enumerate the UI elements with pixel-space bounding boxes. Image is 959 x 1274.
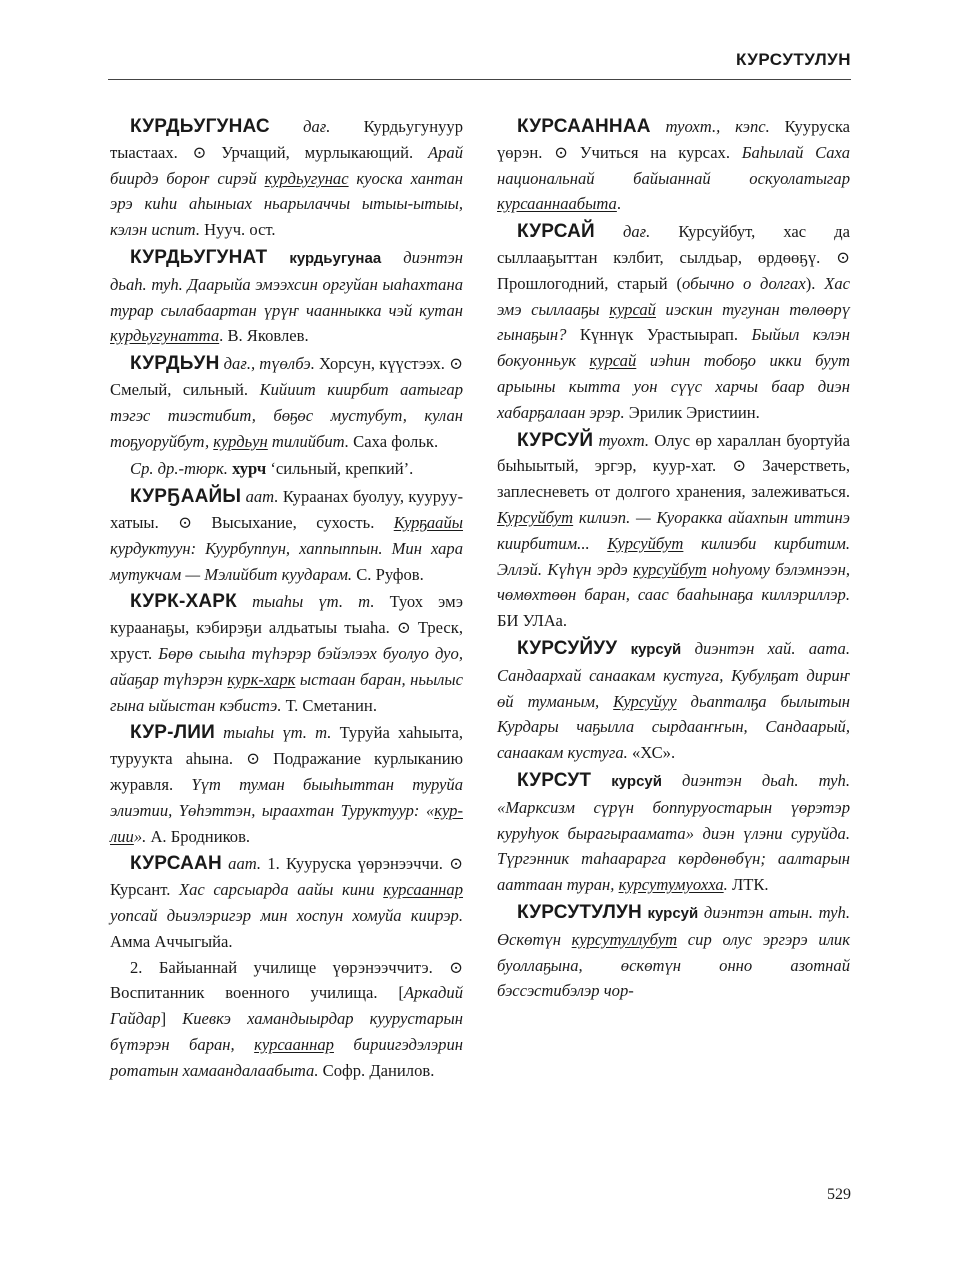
example-highlight: курсааннаабыта <box>497 194 617 214</box>
punctuation: . <box>616 194 622 214</box>
dictionary-entry <box>110 851 463 954</box>
example: диэнтэн дьаһ. туһ. «Марксизм сүрүн боппуруостарын үөрэтэр куруһуок бырагыраамата» диэн үлэни суруйда. Түргэнник таһаарарга көрдөнөбүн; аалтарын ааттаан туран, <box>497 770 850 895</box>
example: уопсай дьиэлэригэр мин хоспун хомуйа киирэр. <box>110 905 463 925</box>
grammar-tag: туохт. <box>598 430 650 450</box>
right-column <box>497 112 850 1004</box>
headword: КУРДЬУГУНАТ <box>130 246 268 268</box>
definition: Туруйа хаһыыта, туруукта аһына. ⊙ Подражание курлыканию журавля. <box>110 723 464 794</box>
etymon: хурч <box>227 459 267 479</box>
example: ыстаан баран, ньылыс гына ыйыстан кэбистэ. <box>110 669 463 715</box>
header-rule <box>108 79 851 80</box>
dictionary-entry <box>497 768 850 898</box>
example: Баһылай Саха национальнай байыаннай оскуолатыгар <box>497 142 850 188</box>
example-highlight: курдьугунатта <box>110 326 220 346</box>
source: Нууч. ост. <box>199 220 276 240</box>
dictionary-entry <box>110 114 463 243</box>
grammar-tag: дағ., түөлбэ. <box>223 354 315 374</box>
example-highlight: курсай <box>609 299 656 319</box>
example-highlight: курсуйбут <box>633 559 707 579</box>
headword: КУРДЬУН <box>130 353 220 375</box>
example: Үүт туман быыһыттан туруйа элиэтии, Үөһэттэн, ыраахтан Туруктуур: « <box>110 774 464 820</box>
source: Күннүк Урастыырап. <box>566 325 752 345</box>
example-highlight: курсааннар <box>383 880 463 900</box>
example: иэһин тобоҕо икки буут арыыны кытта уон сүүс харчы баар диэн хабарҕалаан эрэр. <box>497 351 850 422</box>
usage-note: обычно о долгах <box>682 273 806 293</box>
definition: Олус өр хараллан буортуйа быһыытый, эргэр, куур-хат. ⊙ Зачерстветь, заплесневеть от долгого хранения, залеживаться. <box>497 430 850 502</box>
example: диэнтэн дьаһ. туһ. Даарыйа эмээхсин оргуйан ыаһахтана турар сылабаартан үрүҥ чаанныкка чэй кутан <box>110 247 463 320</box>
source: С. Руфов. <box>352 564 424 584</box>
example-highlight: курдьун <box>213 431 268 451</box>
headword: КУРДЬУГУНАС <box>130 116 270 137</box>
example: Хас эмэ сыллааҕы <box>497 273 850 319</box>
headword: КУРСУТУЛУН <box>517 901 642 923</box>
dictionary-entry <box>497 900 850 1004</box>
example: килиэби кирбитим. Эллэй. Күһүн эрдэ <box>497 533 850 579</box>
definition: Курдьугунуур тыастаах. ⊙ Урчащий, мурлыкающий. <box>110 117 463 162</box>
grammar-tag: аат. <box>245 487 279 507</box>
grammar-tag: дағ. <box>622 222 651 242</box>
example: Быйыл кэлэн бокуонньук <box>497 325 850 371</box>
headword: КУРҔААЙЫ <box>130 486 242 508</box>
headword: КУР-ЛИИ <box>130 722 215 744</box>
source: Софр. Данилов. <box>318 1060 435 1080</box>
dictionary-entry <box>110 245 463 349</box>
source: . В. Яковлев. <box>219 326 309 346</box>
source: Саха фольк. <box>349 431 439 451</box>
etymology-label: Ср. др.-тюрк. <box>130 459 228 479</box>
reference-word: курдьугунаа <box>289 249 382 267</box>
definition: Хорсун, күүстээх. ⊙ Смелый, сильный. <box>110 354 463 399</box>
source: БИ УЛАа. <box>497 611 568 631</box>
dictionary-entry <box>497 428 850 634</box>
headword: КУРСУЙ <box>517 429 594 451</box>
reference-word: курсуй <box>630 640 682 658</box>
example-highlight: курк-харк <box>227 669 296 689</box>
left-column <box>110 112 463 1083</box>
definition: Кураанах буолуу, кууруу-хатыы. ⊙ Высыхание, сухость. <box>110 487 463 532</box>
example: ». <box>133 826 147 846</box>
reference-word: курсуй <box>611 772 662 790</box>
headword: КУРСААННАА <box>517 116 651 137</box>
example-highlight: Курсуйбут <box>497 507 574 527</box>
dictionary-entry <box>110 484 463 587</box>
definition: Курсуйбут, хас да сыллааҕыттан кэлбит, сылдьар, өрдөөҕү. ⊙ Прошлогодний, старый ( <box>497 222 850 293</box>
punctuation: . <box>723 875 728 895</box>
headword: КУРСАЙ <box>517 221 595 243</box>
headword: КУРСУТ <box>517 769 592 791</box>
example: Аркадий Гайдар <box>110 983 463 1029</box>
dictionary-entry <box>110 720 463 849</box>
running-head: КУРСУТУЛУН <box>735 50 851 69</box>
example: Кийиит киирбит аатыгар тэгэс тиэстибит, бөҕөс мустубут, кулан тоҕуоруйбут, <box>110 379 463 451</box>
definition: 1. Кууруска үөрэнээччи. ⊙ Курсант. <box>110 854 463 900</box>
source: Эрилик Эристиин. <box>624 402 760 422</box>
definition: Туох эмэ кураанаҕы, кэбирэҕи алдьатыы тыаһа. ⊙ Треск, хруст. <box>110 592 463 663</box>
example: дьапталҕа былытын Курдары чаҕылла сырдааҥҥын, Сандаарый, санаакам кустуга. <box>497 691 850 763</box>
source: Т. Сметанин. <box>281 695 377 715</box>
dictionary-entry <box>497 219 850 425</box>
definition: 2. Байыаннай училище үөрэнээччитэ. ⊙ Воспитанник военного училища. [ <box>110 957 463 1003</box>
definition: Кууруска үөрэн. ⊙ Учиться на курсах. <box>497 117 850 162</box>
source: Амма Аччыгыйа. <box>110 931 233 951</box>
reference-word: курсуй <box>647 904 699 922</box>
etymology-note <box>110 456 463 482</box>
example: тилийбит. <box>267 431 350 451</box>
headword: КУРСУЙУУ <box>517 637 618 659</box>
source: А. Бродников. <box>146 826 251 846</box>
headword: КУРК-ХАРК <box>130 591 237 613</box>
page-number: 529 <box>827 1186 851 1203</box>
example: куоска хантан эрэ киһи аһыныах ньарылаччы ытыы-ытыы, кэлэн испит. <box>110 168 463 240</box>
example: Киевкэ хамандыырдар куурустарын бүтэрэн баран, <box>110 1009 463 1054</box>
example: Хас сарсыарда аайы кини <box>179 880 384 900</box>
example-highlight: Курсуйуу <box>613 691 677 711</box>
dictionary-entry <box>110 351 463 454</box>
example: сир олус эргэрэ илик буоллаҕына, өскөтүн онно азотнай бэссэстибэлэр чор- <box>497 929 850 1001</box>
source: «ХС». <box>627 743 676 763</box>
example-highlight: кур-лии <box>110 800 463 846</box>
example-highlight: курсутуллубут <box>571 929 678 949</box>
example-highlight: курсай <box>589 351 637 371</box>
gloss: ‘сильный, крепкий’. <box>266 459 414 479</box>
example: иэскин тугунан төлөөрү гынаҕын? <box>497 299 850 345</box>
punctuation: ). <box>805 273 825 293</box>
grammar-tag: аат. <box>228 854 262 874</box>
example: килиэп. — Куоракка айахпын иттинэ киирбитим... <box>497 507 850 553</box>
grammar-tag: тыаһы үт. т. <box>223 723 332 743</box>
example: диэнтэн хай. аата. Сандаархай санаакам кустуга, Кубулҕат дириҥ өй туманым, <box>497 638 850 711</box>
example: курдуктуун: Куурбуппун, хаппыппын. Мин хара мутукчам — Мэлийбит куударам. <box>110 538 463 584</box>
dictionary-entry <box>110 589 463 718</box>
example-highlight: курсааннар <box>254 1034 334 1054</box>
example-highlight: курсутумуохха <box>618 875 724 895</box>
grammar-tag: туохт., кэпс. <box>665 117 770 136</box>
grammar-tag: тыаһы үт. т. <box>252 592 375 612</box>
example: Арай биирдэ бороҥ сирэй <box>110 142 463 188</box>
dictionary-sense <box>110 955 463 1084</box>
example-highlight: курдьугунас <box>264 168 349 188</box>
grammar-tag: дағ. <box>303 117 331 136</box>
example: ноһуому бэлэмнээн, чөмөхтөөн баран, саас бааһынаҕа киллэриллэр. <box>497 559 850 605</box>
source: ЛТК. <box>727 875 769 895</box>
example: диэнтэн атын. туһ. Өскөтүн <box>497 902 850 949</box>
dictionary-entry <box>497 114 850 217</box>
example-highlight: Курсуйбут <box>607 533 684 553</box>
example: Бөрө сыыһа түһэрэр бэйэлээх буолуо дуо, айаҕар түһэрэн <box>110 643 463 689</box>
bracket: ] <box>160 1009 183 1029</box>
example-highlight: Курҕаайы <box>393 512 463 532</box>
example: бириигэдэлэрин ротатын хамаандалаабыта. <box>110 1034 463 1080</box>
dictionary-entry <box>497 636 850 766</box>
headword: КУРСААН <box>130 853 222 875</box>
